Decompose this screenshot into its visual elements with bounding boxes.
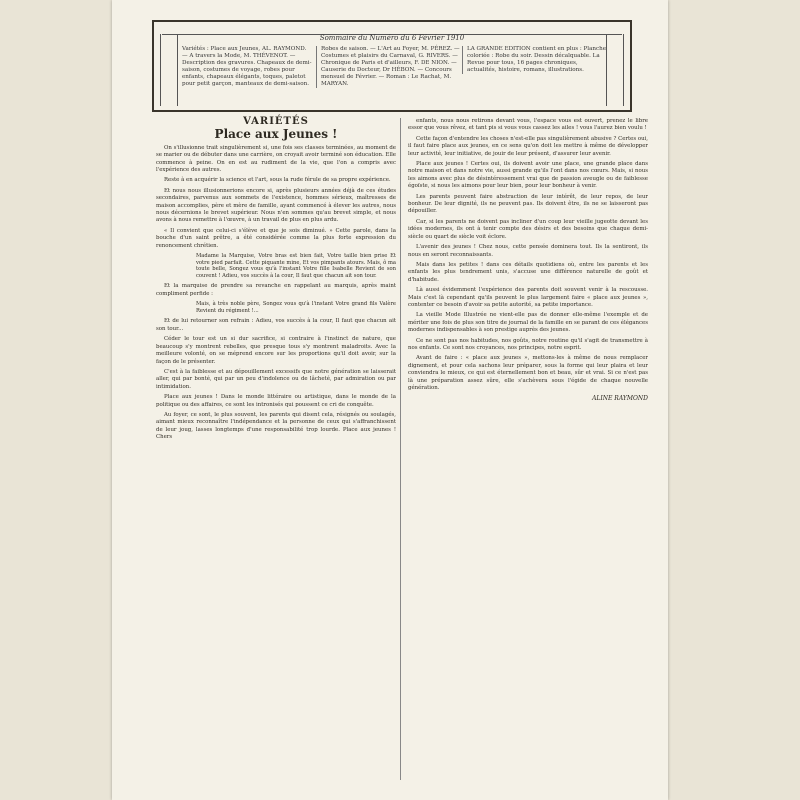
- paragraph: L'avenir des jeunes ! Chez nous, cette pensée dominera tout. Ils la sentiront, ils nous en seront reconnaissants.: [408, 244, 648, 258]
- paragraph: Les parents peuvent faire abstraction de leur intérêt, de leur repos, de leur bonheur. De leur dignité, ils ne peuvent pas. Ils doivent être, ils ne se laisseront pas dépouiller.: [408, 193, 648, 215]
- paragraph: Avant de faire : « place aux jeunes », mettons-les à même de nous remplacer dignement, et pour cela sachons leur préparer, sous la forme qui leur plaira et leur conviendra le mieux, ce qui est éternellement bon et beau, sûr et vrai. Si ce n'est pas là une préparation assez sûre, elle s'achèvera sous l'égide de chaque nouvelle génération.: [408, 355, 648, 391]
- paragraph: La vieille Mode Illustrée ne vient-elle pas de donner elle-même l'exemple et de mériter une fois de plus son titre de journal de la famille en se parant de ces élégances modernes indispensables à son prestige auprès des jeunes.: [408, 312, 648, 334]
- paragraph: Et la marquise de prendre sa revanche en rappelant au marquis, après maint compliment perfide :: [156, 283, 396, 297]
- right-column-ornament: [606, 34, 624, 106]
- summary-col-3: LA GRANDE EDITION contient en plus : Planche coloriée : Robe du soir. Dessin décalquable. La Revue pour tous, 16 pages chroniques, actualités, histoire, romans, illustrations.: [462, 46, 607, 74]
- summary-title: Sommaire du Numéro du 6 Février 1910: [319, 34, 465, 42]
- paragraph: enfants, nous nous retirons devant vous, l'espace vous est ouvert, prenez le libre essor que vous rêvez, et tant pis si vous vous cassez les ailes ! vous l'aurez bien voulu !: [408, 118, 648, 132]
- paragraph: Place aux jeunes ! Certes oui, ils doivent avoir une place, une grande place dans notre maison et dans notre vie, aussi grande qu'ils l'ont dans nos cœurs. Mais, si nous les aimons avec plus de désintéressement vrai que de passion aveugle ou de faiblesse égoïste, si nous les aimons pour leur bien, pour leur bonheur à venir.: [408, 161, 648, 190]
- summary-col-1: Variétés : Place aux Jeunes, AL. RAYMOND. — A travers la Mode, M. THÉVENOT. — Description des gravures. Chapeaux de demi-saison, costumes de voyage, robes pour enfants, chapeaux élégants, toques, paletot pour petit garçon, manteaux de demi-saison.: [182, 46, 312, 87]
- section-heading: VARIÉTÉS: [243, 116, 309, 127]
- paragraph: Et nous nous illusionnerions encore si, après plusieurs années déjà de ces études secondaires, parvenus aux sommets de l'existence, hommes sérieux, maîtresses de maison accomplies, père et mère de famille, ayant commencé à élever les autres, nous nous décernions le brevet supérieur. Nous n'en sommes qu'au brevet simple, et nous avons à nous remettre à l'œuvre, à un travail de plus en plus ardu.: [156, 187, 396, 224]
- paragraph: Céder le tour est un si dur sacrifice, si contraire à l'instinct de nature, que beaucoup s'y montrent rebelles, que presque tous s'y montrent maladroits. Avec la meilleure volonté, on se méprend encore sur les proportions qu'il doit avoir, sur la façon de le présenter.: [156, 336, 396, 365]
- paragraph: C'est à la faiblesse et au dépouillement excessifs que notre génération se laisserait aller, qui par bonté, qui par un peu d'indolence ou de lâcheté, par admiration ou par intimidation.: [156, 368, 396, 390]
- paragraph: Mais dans les petites ! dans ces détails quotidiens où, entre les parents et les enfants les plus tendrement unis, s'accuse une différence naturelle de goût et d'habitude.: [408, 261, 648, 283]
- left-column: [156, 118, 396, 445]
- verse: Mais, à très noble père, Songez vous qu'à l'instant Votre grand fils Valère Revient du régiment !...: [196, 301, 396, 314]
- column-divider: [400, 118, 401, 780]
- paragraph: Cette façon d'entendre les choses n'est-elle pas singulièrement abusive ? Certes oui, il faut faire place aux jeunes, en ce sens qu'on doit les mettre à même de développer leur activité, leur initiative, de jouir de leur présent, d'assurer leur avenir.: [408, 135, 648, 157]
- summary-header: [152, 20, 632, 112]
- paragraph: Et de lui retourner son refrain : Adieu, vos succès à la cour, Il faut que chacun ait son tour...: [156, 318, 396, 332]
- paragraph: Au foyer, ce sont, le plus souvent, les parents qui disent cela, résignés ou soulagés, aimant mieux reconnaître l'indépendance et la personne de ceux qui s'affranchissent de leur joug, lasses longtemps d'une responsabilité trop lourde. Place aux jeunes ! Chers: [156, 411, 396, 441]
- paragraph: « Il convient que celui-ci s'élève et que je sois diminué. » Cette parole, dans la bouche d'un saint prêtre, a été considérée comme la plus forte expression du renoncement chrétien.: [156, 227, 396, 249]
- paragraph: Reste à en acquérir la science et l'art, sous la rude férule de sa propre expérience.: [164, 177, 391, 184]
- summary-col-2: Robes de saison. — L'Art au Foyer, M. PÉREZ. — Costumes et plaisirs du Carnaval, G. RIVERS. — Chronique de Paris et d'ailleurs, F. DE NION. — Causerie du Docteur, Dr HÉBON. — Concours mensuel de Février. — Roman : Le Rachat, M. MARYAN.: [316, 46, 461, 88]
- signature: ALINE RAYMOND: [592, 395, 648, 403]
- page: [112, 0, 668, 800]
- paragraph: Là aussi évidemment l'expérience des parents doit souvent venir à la rescousse. Mais c'est là cependant qu'ils peuvent le plus largement faire « place aux jeunes », contenter ce besoin d'avoir sa petite autorité, sa petite importance.: [408, 287, 648, 308]
- paragraph: Ce ne sont pas nos habitudes, nos goûts, notre routine qu'il s'agit de transmettre à nos enfants. Ce sont nos croyances, nos principes, notre esprit.: [408, 337, 648, 351]
- right-column: [408, 118, 648, 403]
- verse: Madame la Marquise, Votre bras est bien fait, Votre taille bien prise Et votre pied parfait. Cette piquante mine, Et vos pimpants atours. Mais, ô ma toute belle, Songez vous qu'à l'instant Votre fille Isabelle Revient de son couvent ! Adieu, vos succès à la cour, Il faut que chacun ait son tour.: [196, 253, 396, 279]
- paragraph: Place aux jeunes ! Dans le monde littéraire ou artistique, dans le monde de la politique ou des affaires, ce sont les intronisés qui poussent ce cri de conquête.: [156, 394, 396, 408]
- paragraph: Car, si les parents ne doivent pas incliner d'un coup leur vieille jugeotte devant les idées modernes, ils ont à tenir compte des désirs et des besoins que chaque demi-siècle ou quart de siècle voit éclore.: [408, 218, 648, 240]
- article-title: Place aux Jeunes !: [214, 127, 338, 142]
- paragraph: On s'illusionne trait singulièrement si, une fois ses classes terminées, au moment de se marier ou de débuter dans une carrière, on croyait avoir terminé son éducation. Elle commence à peine. On en est au rudiment de la vie, que l'on a compris avec l'expérience des autres.: [156, 144, 396, 174]
- left-column-ornament: [160, 34, 178, 106]
